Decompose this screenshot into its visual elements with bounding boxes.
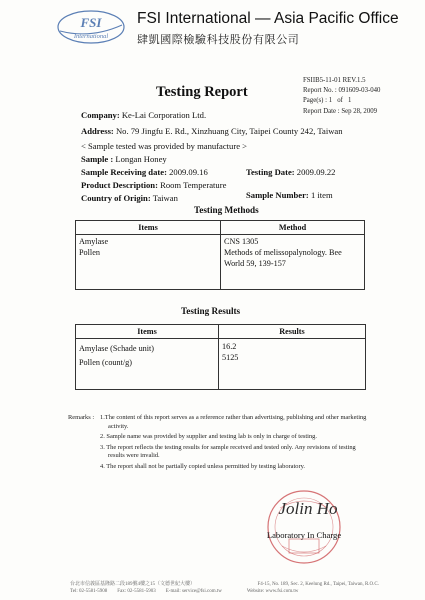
result-value-pollen: 5125 [222,353,239,362]
laboratory-seal [256,484,352,568]
column-header-results: Results [219,325,366,339]
page-count-line: Page(s) : 1 of 1 [303,97,352,105]
remark-1: 1.The content of this report serves as a reference rather than advertising, publishing and other marketing activity. [100,414,367,430]
laboratory-in-charge-caption: Laboratory In Charge [266,530,342,540]
report-title: Testing Report [156,84,248,100]
form-code: FSIIB5-11-01 REV.1.5 [303,77,366,84]
receiving-date: 2009.09.16 [169,167,208,177]
table-row [76,235,365,290]
remarks-label: Remarks : [68,414,95,421]
results-items-cell [76,339,219,390]
company-line: Company: Ke-Lai Corporation Ltd. [81,110,207,120]
method-item-amylase: Amylase [79,237,109,246]
client-company: Ke-Lai Corporation Ltd. [121,110,207,120]
methods-items-cell [76,235,221,290]
sample-number-line: Sample Number: 1 item [246,190,333,200]
origin-line: Country of Origin: Taiwan [81,193,178,203]
results-values-cell [219,339,366,390]
result-value-amylase: 16.2 [222,342,237,351]
address-line: Address: No. 79 Jingfu E. Rd., Xinzhuang City, Taipei County 242, Taiwan [81,126,343,136]
footer-contact: Tel: 02-5581-5908 Fax: 02-5581-5903 E-mail: service@fsi.com.tw Website: www.fsi.com.tw [70,589,299,594]
column-header-items: Items [76,325,219,339]
manufacture-note: < Sample tested was provided by manufacture > [81,141,248,151]
result-item-amylase: Amylase (Schade unit) [79,344,155,353]
testing-methods-heading: Testing Methods [194,205,259,215]
logo-text-international: International [73,33,109,40]
method-melissopalynology: Methods of melissopalynology. Bee [224,248,342,257]
report-date-line: Report Date : Sep 28, 2009 [303,107,378,115]
method-cns-1305: CNS 1305 [224,237,259,246]
method-reference: World 59, 139-157 [224,259,286,268]
receiving-date-line: Sample Receiving date: 2009.09.16 [81,167,208,177]
table-header-row [76,325,366,339]
method-item-pollen: Pollen [79,248,100,257]
testing-date: 2009.09.22 [296,167,336,177]
column-header-method: Method [221,221,365,235]
testing-date-line: Testing Date: 2009.09.22 [246,167,336,177]
company-name-zh: 肆凱國際檢驗科技股份有限公司 [137,33,300,46]
sample-number: 1 item [310,190,333,200]
sample-name: Longan Honey [115,154,167,164]
company-name-en: FSI International — Asia Pacific Office [137,10,399,27]
country-of-origin: Taiwan [152,193,178,203]
footer-address: 台北市信義區基隆路二段189號4樓之15（文德世紀大樓） F4-15, No. 189, Sec. 2, Keelung Rd., Taipei, Taiwan, R.O.C. [70,582,379,587]
remark-3: 3. The report reflects the testing results for sample received and tested only. Any revisions of testing results were invalid. [100,443,356,460]
table-row [76,339,366,390]
logo-text-fsi: FSI [80,15,102,30]
sample-line: Sample : Longan Honey [81,154,167,164]
product-description: Room Temperature [160,180,227,190]
testing-results-table [75,324,366,390]
methods-method-cell [221,235,365,290]
product-description-line: Product Description: Room Temperature [81,180,227,190]
testing-results-heading: Testing Results [181,306,241,316]
client-address: No. 79 Jingfu E. Rd., Xinzhuang City, Taipei County 242, Taiwan [115,126,343,136]
column-header-items: Items [76,221,221,235]
report-date: Sep 28, 2009 [341,107,378,115]
testing-methods-table [75,220,365,290]
report-number-line: Report No. : 091609-03-040 [303,87,381,95]
fsi-logo [56,9,126,45]
remark-4: 4. The report shall not be partially copied unless permitted by testing laboratory. [100,462,305,470]
result-item-pollen: Pollen (count/g) [79,358,132,367]
table-header-row [76,221,365,235]
report-number: 091609-03-040 [338,87,381,95]
signature: Jolin Ho [278,499,338,518]
remark-2: 2. Sample name was provided by supplier and testing lab is only in charge of testing. [100,433,317,441]
report-reference-block [303,76,380,117]
